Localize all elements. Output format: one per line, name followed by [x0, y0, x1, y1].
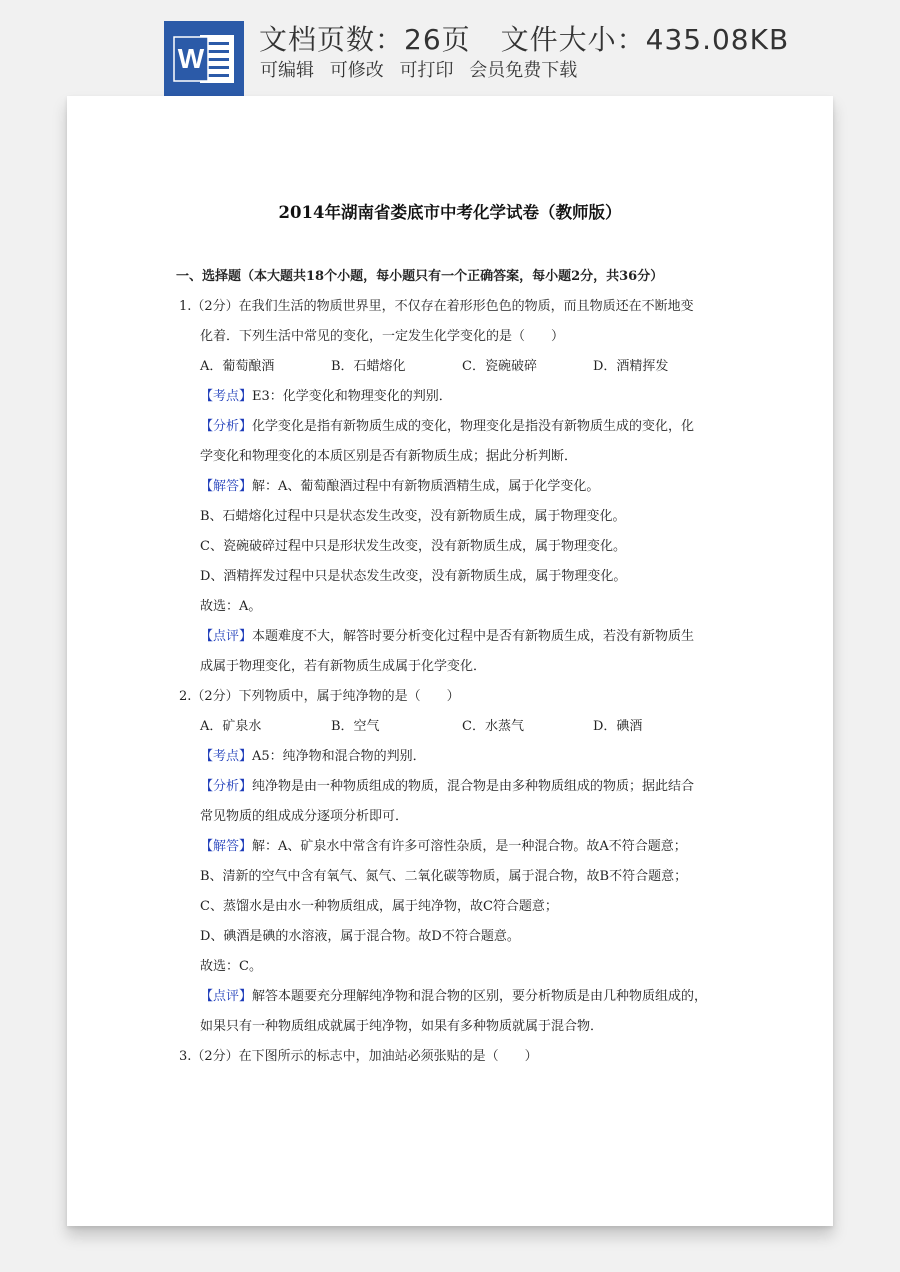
document-body — [176, 262, 724, 1072]
svg-text:W: W — [177, 43, 205, 74]
q2-dianping — [179, 982, 724, 1012]
kaodian-text: A5：纯净物和混合物的判别． — [252, 749, 426, 764]
option-a: A．葡萄酿酒 — [200, 359, 275, 374]
q1-jieda-d: D、酒精挥发过程中只是状态发生改变，没有新物质生成，属于物理变化。 — [200, 569, 627, 584]
option-d: D．碘酒 — [593, 719, 643, 734]
question-2-options — [179, 712, 724, 742]
q2-fenxi — [179, 772, 724, 802]
q1-fenxi — [179, 412, 724, 442]
file-info — [259, 18, 789, 58]
question-1-stem: 1.（2分）在我们生活的物质世界里，不仅存在着形形色色的物质，而且物质还在不断地变 — [179, 299, 694, 314]
q2-jieda-b: B、清新的空气中含有氧气、氮气、二氧化碳等物质，属于混合物，故B不符合题意； — [200, 869, 688, 884]
section-heading: 一、选择题（本大题共18个小题，每小题只有一个正确答案，每小题2分，共36分） — [176, 269, 664, 284]
jieda-tag: 【解答】 — [200, 479, 253, 494]
q2-jieda-d: D、碘酒是碘的水溶液，属于混合物。故D不符合题意。 — [200, 929, 520, 944]
option-b: B．空气 — [331, 719, 380, 734]
q2-dianping-cont: 如果只有一种物质组成就属于纯净物，如果有多种物质就属于混合物． — [200, 1019, 604, 1034]
jieda-text: 解：A、矿泉水中常含有许多可溶性杂质，是一种混合物。故A不符合题意； — [252, 839, 687, 854]
question-1-options — [179, 352, 724, 382]
question-3-stem: 3.（2分）在下图所示的标志中，加油站必须张贴的是（ ） — [179, 1049, 538, 1064]
dianping-text: 本题难度不大，解答时要分析变化过程中是否有新物质生成，若没有新物质生 — [252, 629, 695, 644]
kaodian-tag: 【考点】 — [200, 749, 253, 764]
feature-list — [260, 56, 587, 82]
q2-answer: 故选：C。 — [200, 959, 262, 974]
q2-jieda — [179, 832, 724, 862]
q1-jieda-c: C、瓷碗破碎过程中只是形状发生改变，没有新物质生成，属于物理变化。 — [200, 539, 626, 554]
fenxi-text: 化学变化是指有新物质生成的变化，物理变化是指没有新物质生成的变化，化 — [252, 419, 695, 434]
option-a: A．矿泉水 — [200, 719, 262, 734]
feature-editable: 可编辑 — [260, 60, 314, 81]
jieda-text: 解：A、葡萄酿酒过程中有新物质酒精生成，属于化学变化。 — [252, 479, 600, 494]
dianping-tag: 【点评】 — [200, 989, 253, 1004]
q2-kaodian — [179, 742, 724, 772]
jieda-tag: 【解答】 — [200, 839, 253, 854]
dianping-text: 解答本题要充分理解纯净物和混合物的区别，要分析物质是由几种物质组成的， — [252, 989, 708, 1004]
feature-modifiable: 可修改 — [329, 60, 384, 81]
q1-fenxi-cont: 学变化和物理变化的本质区别是否有新物质生成；据此分析判断． — [200, 449, 578, 464]
option-c: C．瓷碗破碎 — [462, 359, 537, 374]
q2-jieda-c: C、蒸馏水是由水一种物质组成，属于纯净物，故C符合题意； — [200, 899, 558, 914]
fenxi-tag: 【分析】 — [200, 419, 253, 434]
download-banner — [0, 0, 900, 96]
fenxi-tag: 【分析】 — [200, 779, 253, 794]
kaodian-text: E3：化学变化和物理变化的判别． — [252, 389, 452, 404]
q2-fenxi-cont: 常见物质的组成成分逐项分析即可． — [200, 809, 409, 824]
q1-dianping-cont: 成属于物理变化，若有新物质生成属于化学变化． — [200, 659, 487, 674]
page-count: 文档页数：26页 — [259, 23, 471, 56]
word-doc-icon — [164, 21, 244, 96]
document-page — [67, 96, 833, 1226]
q1-answer: 故选：A。 — [200, 599, 262, 614]
option-c: C．水蒸气 — [462, 719, 524, 734]
q1-jieda-b: B、石蜡熔化过程中只是状态发生改变，没有新物质生成，属于物理变化。 — [200, 509, 626, 524]
feature-member-download: 会员免费下载 — [469, 60, 578, 81]
fenxi-text: 纯净物是由一种物质组成的物质，混合物是由多种物质组成的物质；据此结合 — [252, 779, 695, 794]
option-b: B．石蜡熔化 — [331, 359, 406, 374]
file-size: 文件大小：435.08KB — [500, 23, 790, 56]
document-title: 2014年湖南省娄底市中考化学试卷（教师版） — [278, 203, 622, 222]
question-1-stem-cont: 化着．下列生活中常见的变化，一定发生化学变化的是（ ） — [200, 329, 565, 344]
q1-dianping — [179, 622, 724, 652]
kaodian-tag: 【考点】 — [200, 389, 253, 404]
dianping-tag: 【点评】 — [200, 629, 253, 644]
question-2-stem: 2.（2分）下列物质中，属于纯净物的是（ ） — [179, 689, 460, 704]
option-d: D．酒精挥发 — [593, 359, 669, 374]
feature-printable: 可打印 — [399, 60, 454, 81]
q1-kaodian — [179, 382, 724, 412]
q1-jieda — [179, 472, 724, 502]
